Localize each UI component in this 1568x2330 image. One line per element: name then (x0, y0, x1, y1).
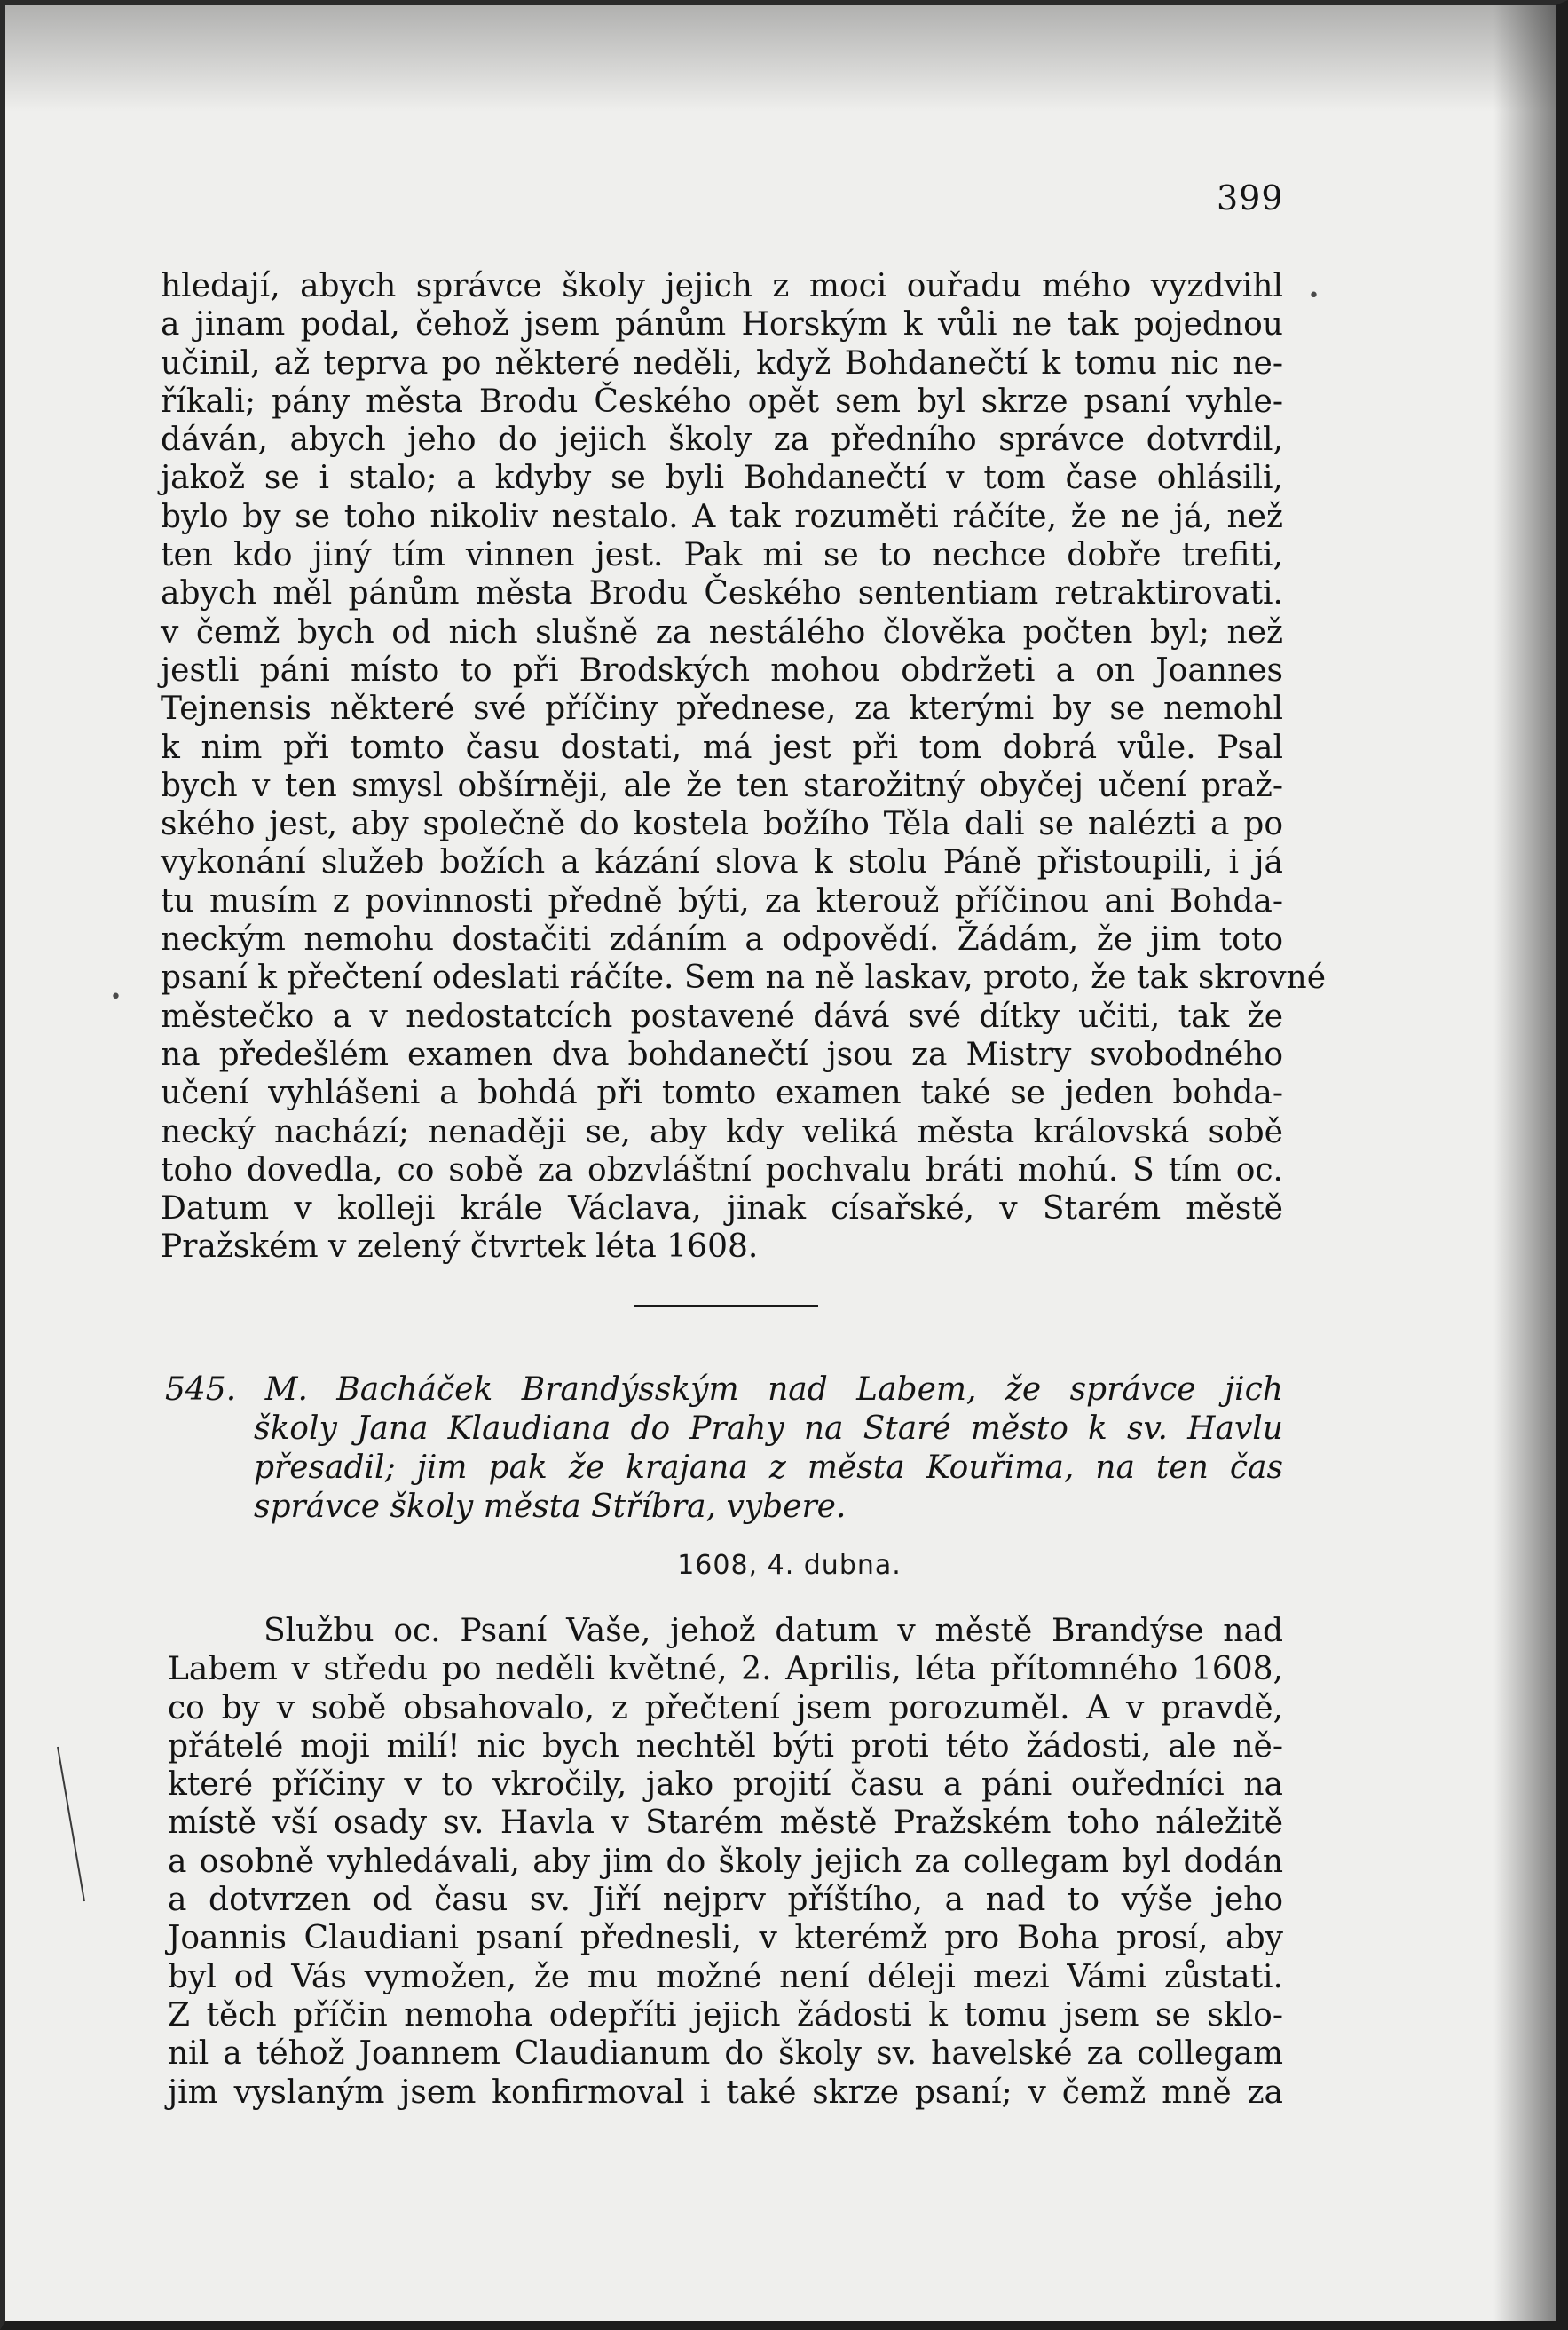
document-heading (165, 1370, 1283, 1527)
body-line: Pražském v zelený čtvrtek léta 1608. (161, 1228, 759, 1266)
letter-line: Z těch příčin nemoha odepříti jejich žádosti k tomu jsem se sklo- (168, 1996, 1283, 2034)
margin-speck: • (110, 986, 122, 1008)
body-line: učinil, až teprva po některé neděli, když Bohdanečtí k tomu nic ne- (161, 344, 1283, 382)
section-separator (634, 1305, 818, 1307)
letter-line: nil a téhož Joannem Claudianum do školy sv. havelské za collegam (168, 2035, 1283, 2073)
document-number: 545. (165, 1371, 237, 1408)
letter-text (168, 1612, 1283, 2112)
heading-text: M. Bacháček Brandýsským nad Labem, že správce jich (264, 1371, 1283, 1408)
body-line: k nim při tomto času dostati, má jest při tom dobrá vůle. Psal (161, 729, 1283, 766)
body-line: a jinam podal, čehož jsem pánům Horským k vůli ne tak pojednou (161, 306, 1283, 344)
body-line: na předešlém examen dva bohdanečtí jsou za Mistry svobodného (161, 1036, 1283, 1073)
letter-line: které příčiny v to vkročily, jako projití času a páni ouředníci na (168, 1766, 1283, 1804)
letter-line: a osobně vyhledávali, aby jim do školy jejich za collegam byl dodán (168, 1843, 1283, 1880)
letter-line: jim vyslaným jsem konfirmoval i také skrze psaní; v čemž mně za (168, 2073, 1283, 2111)
body-line: toho dovedla, co sobě za obzvláštní pochvalu bráti mohú. S tím oc. (161, 1151, 1283, 1189)
heading-line: školy Jana Klaudiana do Prahy na Staré město k sv. Havlu (254, 1410, 1283, 1447)
body-line: Tejnensis některé své příčiny přednese, za kterými by se nemohl (161, 691, 1283, 728)
body-line: psaní k přečtení odeslati ráčíte. Sem na ně laskav, proto, že tak skrovné (161, 960, 1327, 997)
body-line: neckým nemohu dostačiti zdáním a odpovědí. Žádám, že jim toto (161, 921, 1283, 959)
document-date: 1608, 4. dubna. (677, 1550, 902, 1581)
margin-scratch (54, 1745, 90, 1905)
body-line: tu musím z povinnosti předně býti, za kterouž příčinou ani Bohda- (161, 882, 1283, 920)
letter-line: přátelé moji milí! nic bych nechtěl býti proti této žádosti, ale ně- (168, 1727, 1283, 1765)
body-line: dáván, abych jeho do jejich školy za předního správce dotvrdil, (161, 422, 1283, 459)
body-line: Datum v kolleji krále Václava, jinak císařské, v Starém městě (161, 1190, 1283, 1228)
heading-line: přesadil; jim pak že krajana z města Kouřima, na ten čas (254, 1449, 1283, 1486)
body-line: v čemž bych od nich slušně za nestálého člověka počten byl; než (161, 613, 1283, 651)
body-line: hledají, abych správce školy jejich z moci ouřadu mého vyzdvihl (161, 268, 1283, 304)
page-number: 399 (1217, 178, 1284, 217)
letter-line: Joannis Claudiani psaní přednesli, v kterémž pro Boha prosí, aby (168, 1920, 1283, 1957)
body-line: jestli páni místo to při Brodských mohou obdržeti a on Joannes (161, 652, 1283, 689)
heading-line: správce školy města Stříbra, vybere. (254, 1489, 847, 1525)
body-line: abych měl pánům města Brodu Českého sententiam retraktirovati. (161, 575, 1283, 612)
letter-line: a dotvrzen od času sv. Jiří nejprv příštího, a nad to výše jeho (168, 1882, 1283, 1919)
body-line: bych v ten smysl obšírněji, ale že ten starožitný obyčej učení praž- (161, 767, 1283, 804)
letter-line: místě vší osady sv. Havla v Starém městě Pražském toho náležitě (168, 1805, 1283, 1842)
body-line: ten kdo jiný tím vinnen jest. Pak mi se to nechce dobře trefiti, (161, 537, 1283, 574)
letter-line: Službu oc. Psaní Vaše, jehož datum v městě Brandýse nad (264, 1613, 1283, 1649)
body-line: jakož se i stalo; a kdyby se byli Bohdanečtí v tom čase ohlásili, (161, 460, 1283, 497)
margin-speck: • (1308, 285, 1320, 307)
body-line: necký nachází; nenaději se, aby kdy veliká města královská sobě (161, 1113, 1283, 1150)
heading-line (165, 1370, 1283, 1410)
body-line: učení vyhlášeni a bohdá při tomto examen také se jeden bohda- (161, 1075, 1283, 1112)
body-line: vykonání služeb božích a kázání slova k stolu Páně přistoupili, i já (161, 844, 1283, 881)
body-text (161, 267, 1327, 1267)
body-line: městečko a v nedostatcích postavené dává své dítky učiti, tak že (161, 998, 1283, 1035)
body-line: ského jest, aby společně do kostela božího Těla dali se nalézti a po (161, 806, 1283, 843)
letter-line: Labem v středu po neděli květné, 2. Aprilis, léta přítomného 1608, (168, 1651, 1283, 1688)
body-line: říkali; pány města Brodu Českého opět sem byl skrze psaní vyhle- (161, 383, 1283, 420)
body-line: bylo by se toho nikoliv nestalo. A tak rozuměti ráčíte, že ne já, než (161, 498, 1283, 535)
letter-line: byl od Vás vymožen, že mu možné není déleji mezi Vámi zůstati. (168, 1958, 1283, 1995)
letter-line: co by v sobě obsahovalo, z přečtení jsem porozuměl. A v pravdě, (168, 1689, 1283, 1726)
